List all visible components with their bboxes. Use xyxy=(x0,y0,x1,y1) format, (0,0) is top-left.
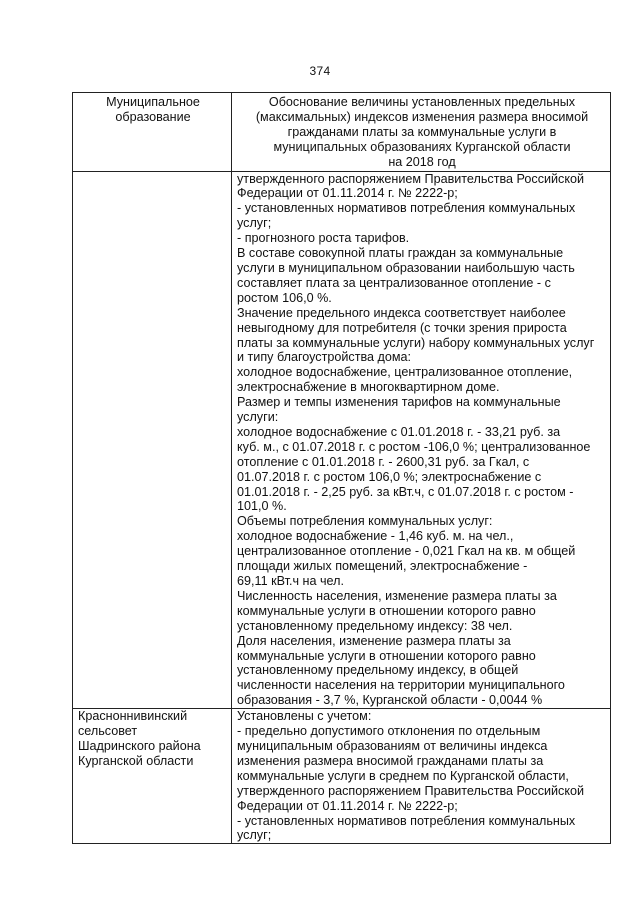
text-line: образования - 3,7 %, Курганской области - 0,0044 % xyxy=(237,693,543,708)
municipality-cell xyxy=(73,171,232,709)
text-line: централизованное отопление - 0,021 Гкал на кв. м общей xyxy=(237,544,576,559)
text-line: коммунальные услуги в среднем по Курганской области, xyxy=(237,768,569,783)
text-line: Доля населения, изменение размера платы за xyxy=(237,633,511,648)
text-line: 01.01.2018 г. - 2,25 руб. за кВт.ч, с 01.07.2018 г. с ростом - xyxy=(237,484,574,499)
text-line: - установленных нормативов потребления коммунальных xyxy=(237,201,576,216)
header-justification-line: Обоснование величины установленных предельных xyxy=(268,95,576,109)
text-line: Численность населения, изменение размера платы за xyxy=(237,588,557,603)
header-municipality-line: Муниципальное xyxy=(106,95,200,109)
text-line: услуг; xyxy=(237,828,272,843)
text-line: отопление с 01.01.2018 г. - 2600,31 руб. за Гкал, с xyxy=(237,454,530,469)
header-justification-line: (максимальных) индексов изменения размера вносимой xyxy=(255,109,589,124)
text-line: численности населения на территории муниципального xyxy=(237,678,565,693)
text-line: площади жилых помещений, электроснабжение - xyxy=(237,559,528,574)
text-line: муниципальным образованиям от величины индекса xyxy=(237,738,548,753)
table-header-row xyxy=(73,93,611,172)
text-line: куб. м., с 01.07.2018 г. с ростом -106,0 %; централизованное xyxy=(237,439,591,454)
text-line: платы за коммунальные услуги) набору коммунальных услуг xyxy=(237,335,595,350)
text-line: коммунальные услуги в отношении которого равно xyxy=(237,603,536,618)
text-line: Значение предельного индекса соответствует наиболее xyxy=(237,305,566,320)
municipality-name-line: Красноннивинский xyxy=(78,709,188,724)
text-line: услуги в муниципальном образовании наибольшую часть xyxy=(237,260,575,275)
municipality-name-line: сельсовет xyxy=(78,724,138,739)
text-line: услуг; xyxy=(237,216,272,231)
header-municipality xyxy=(73,93,232,172)
municipality-name-line: Курганской области xyxy=(78,753,194,768)
header-municipality-line: образование xyxy=(115,109,191,124)
text-line: электроснабжение в многоквартирном доме. xyxy=(237,380,500,395)
text-line: невыгодному для потребителя (с точки зрения прироста xyxy=(237,320,567,335)
table-row xyxy=(73,171,611,709)
header-justification-line: муниципальных образованиях Курганской области xyxy=(273,139,571,154)
tariff-index-table xyxy=(72,92,611,844)
municipality-cell xyxy=(73,709,232,844)
justification-cell xyxy=(232,709,611,844)
text-line: В составе совокупной платы граждан за коммунальные xyxy=(237,246,564,261)
text-line: утвержденного распоряжением Правительства Российской xyxy=(237,171,585,186)
text-line: 01.07.2018 г. с ростом 106,0 %; электроснабжение с xyxy=(237,469,542,484)
text-line: Федерации от 01.11.2014 г. № 2222-р; xyxy=(237,186,458,201)
text-line: Объемы потребления коммунальных услуг: xyxy=(237,514,493,529)
header-justification xyxy=(232,93,611,172)
text-line: Установлены с учетом: xyxy=(237,709,372,724)
text-line: холодное водоснабжение с 01.01.2018 г. - 33,21 руб. за xyxy=(237,424,561,439)
text-line: Федерации от 01.11.2014 г. № 2222-р; xyxy=(237,798,458,813)
text-line: и типу благоустройства дома: xyxy=(237,350,412,365)
text-line: изменения размера вносимой гражданами платы за xyxy=(237,753,544,768)
justification-cell xyxy=(232,171,611,709)
text-line: - предельно допустимого отклонения по отдельным xyxy=(237,724,541,739)
text-line: услуги: xyxy=(237,410,279,425)
text-line: 101,0 %. xyxy=(237,499,287,514)
text-line: коммунальные услуги в отношении которого равно xyxy=(237,648,536,663)
text-line: - установленных нормативов потребления коммунальных xyxy=(237,813,576,828)
text-line: Размер и темпы изменения тарифов на коммунальные xyxy=(237,395,561,410)
header-justification-line: гражданами платы за коммунальные услуги в xyxy=(287,124,557,139)
text-line: установленному предельному индексу: 38 чел. xyxy=(237,618,513,633)
text-line: - прогнозного роста тарифов. xyxy=(237,231,410,246)
header-justification-line: на 2018 год xyxy=(388,154,456,169)
text-line: установленному предельному индексу, в общей xyxy=(237,663,519,678)
table-row xyxy=(73,709,611,844)
text-line: 69,11 кВт.ч на чел. xyxy=(237,574,344,588)
text-line: утвержденного распоряжением Правительства Российской xyxy=(237,783,585,798)
text-line: составляет плата за централизованное отопление - с xyxy=(237,275,551,290)
text-line: холодное водоснабжение, централизованное отопление, xyxy=(237,365,573,380)
page-number: 374 xyxy=(309,64,331,78)
text-line: холодное водоснабжение - 1,46 куб. м. на чел., xyxy=(237,529,514,544)
municipality-name-line: Шадринского района xyxy=(78,738,201,753)
text-line: ростом 106,0 %. xyxy=(237,290,332,305)
